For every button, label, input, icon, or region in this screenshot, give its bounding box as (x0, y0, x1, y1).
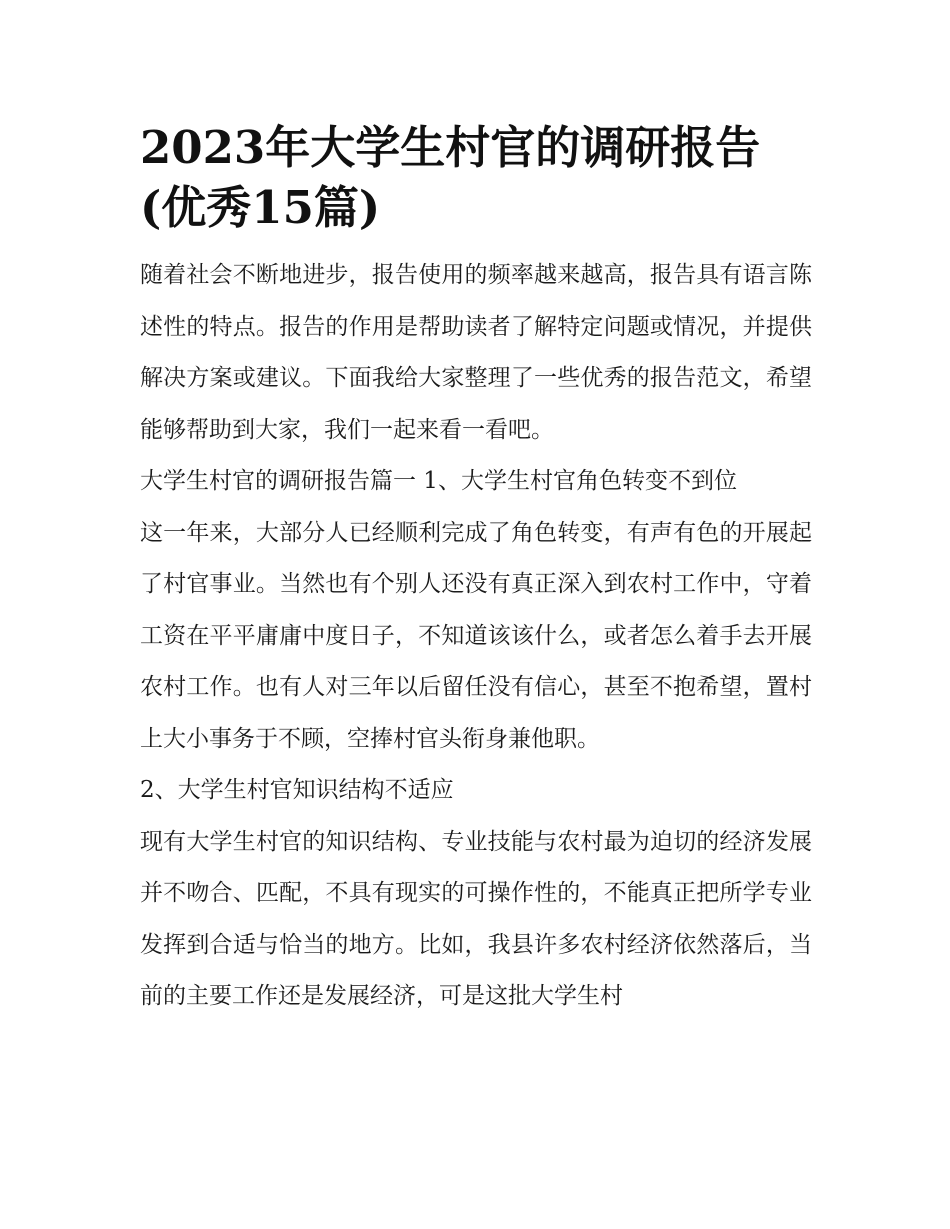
section-heading-1: 大学生村官的调研报告篇一 1、大学生村官角色转变不到位 (140, 468, 737, 494)
title-line-2: (优秀15篇) (140, 181, 381, 234)
document-title (140, 118, 812, 238)
document-page (140, 118, 812, 1023)
body-paragraph-1: 这一年来，大部分人已经顺利完成了角色转变，有声有色的开展起了村官事业。当然也有个别人还没有真正深入到农村工作中，守着工资在平平庸庸中度日子，不知道该该什么，或者怎么着手去开展农村工作。也有人对三年以后留任没有信心，甚至不抱希望，置村上大小事务于不顾，空捧村官头衔身兼他职。 (140, 519, 812, 752)
body-paragraph-2: 现有大学生村官的知识结构、专业技能与农村最为迫切的经济发展并不吻合、匹配，不具有现实的可操作性的，不能真正把所学专业发挥到合适与恰当的地方。比如，我县许多农村经济依然落后，当前的主要工作还是发展经济，可是这批大学生村 (140, 828, 812, 1009)
intro-paragraph: 随着社会不断地进步，报告使用的频率越来越高，报告具有语言陈述性的特点。报告的作用是帮助读者了解特定问题或情况，并提供解决方案或建议。下面我给大家整理了一些优秀的报告范文，希望能够帮助到大家，我们一起来看一看吧。 (140, 262, 812, 443)
section-heading-2: 2、大学生村官知识结构不适应 (140, 777, 454, 803)
document-body (140, 250, 812, 1023)
title-line-1: 2023年大学生村官的调研报告 (140, 121, 761, 174)
